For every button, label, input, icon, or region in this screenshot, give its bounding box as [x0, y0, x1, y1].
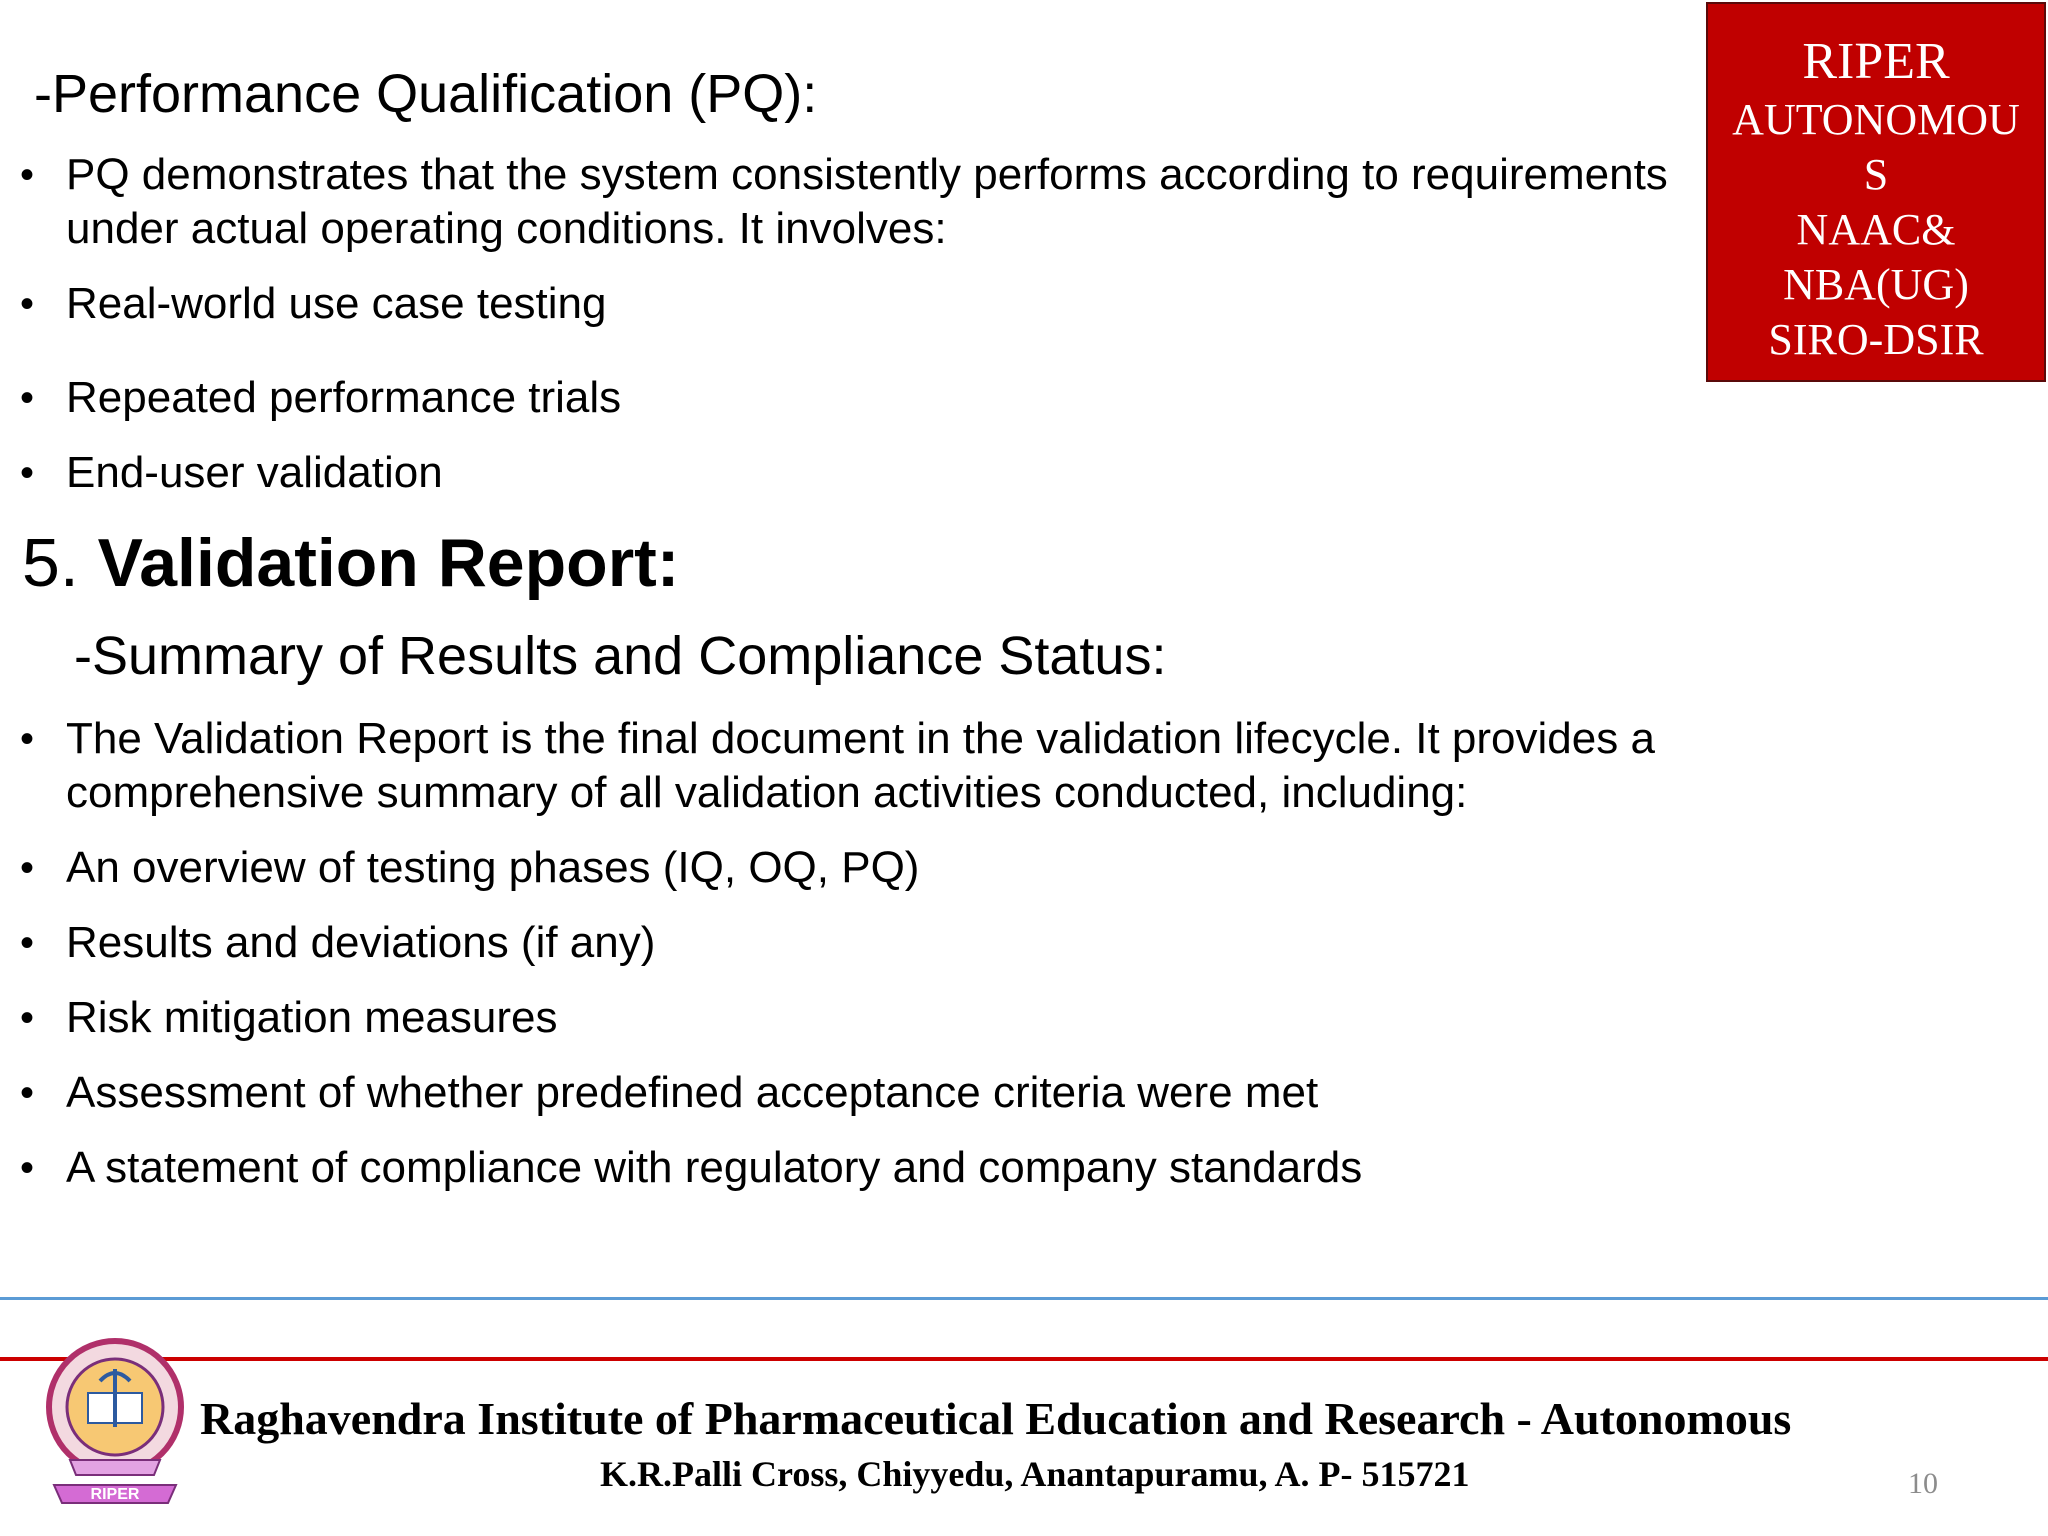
pq-heading: -Performance Qualification (PQ):: [34, 64, 818, 124]
badge-line: S: [1863, 150, 1889, 199]
bullet-item: • End-user validation: [20, 446, 1720, 500]
bullet-item: • Real-world use case testing: [20, 277, 1720, 331]
badge-line: SIRO-DSIR: [1768, 315, 1984, 364]
logo-text: RIPER: [90, 1486, 140, 1503]
section-number: 5.: [22, 525, 79, 601]
accreditation-badge: [1706, 2, 2046, 382]
pq-bullet-list: [20, 148, 1720, 521]
bullet-item: • An overview of testing phases (IQ, OQ, PQ): [20, 841, 1720, 895]
section-title: Validation Report:: [97, 525, 680, 601]
summary-heading: -Summary of Results and Compliance Status:: [74, 626, 1167, 686]
bullet-item: • Risk mitigation measures: [20, 991, 1720, 1045]
page-number: 10: [1908, 1467, 1938, 1500]
footer-divider-blue: [0, 1297, 2048, 1300]
badge-line: NAAC&: [1796, 205, 1956, 254]
badge-line: NBA(UG): [1783, 260, 1969, 309]
bullet-item: • Repeated performance trials: [20, 371, 1720, 425]
footer-divider-red: [0, 1357, 2048, 1361]
bullet-item: • A statement of compliance with regulatory and company standards: [20, 1141, 1720, 1195]
bullet-item: • Assessment of whether predefined acceptance criteria were met: [20, 1066, 1720, 1120]
institution-logo: [40, 1335, 190, 1530]
summary-bullet-list: [20, 712, 1720, 1216]
institution-name: Raghavendra Institute of Pharmaceutical Education and Research - Autonomous: [200, 1393, 1792, 1444]
institution-address: K.R.Palli Cross, Chiyyedu, Anantapuramu, A. P- 515721: [600, 1454, 1470, 1494]
section-heading: [22, 522, 679, 604]
bullet-item: • PQ demonstrates that the system consistently performs according to requirements under actual operating conditions. It involves:: [20, 148, 1720, 256]
bullet-item: • The Validation Report is the final document in the validation lifecycle. It provides a comprehensive summary of all validation activities conducted, including:: [20, 712, 1720, 820]
bullet-item: • Results and deviations (if any): [20, 916, 1720, 970]
badge-line: AUTONOMOU: [1732, 95, 2020, 144]
badge-line: RIPER: [1802, 33, 1950, 90]
